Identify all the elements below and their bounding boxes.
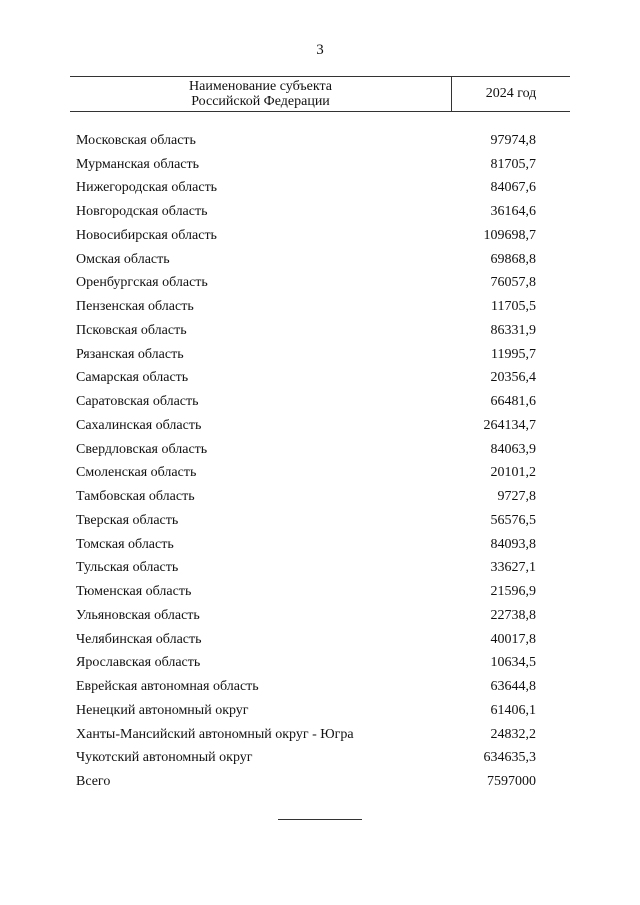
row-value: 9727,8 (497, 489, 536, 505)
row-subject-name: Мурманская область (76, 156, 200, 172)
table-row (70, 248, 570, 272)
table-row (70, 367, 570, 391)
row-value: 63644,8 (490, 679, 536, 695)
row-value: 81705,7 (490, 156, 536, 172)
row-value: 7597000 (487, 774, 536, 790)
row-subject-name: Ханты-Мансийский автономный округ - Югра (76, 726, 354, 742)
row-subject-name: Самарская область (76, 370, 189, 386)
row-value: 84063,9 (490, 441, 536, 457)
table-row (70, 604, 570, 628)
row-value: 66481,6 (490, 394, 536, 410)
row-subject-name: Чукотский автономный округ (76, 750, 253, 766)
row-value: 97974,8 (490, 132, 536, 148)
page-number: 3 (316, 42, 324, 58)
table-row (70, 414, 570, 438)
table-row (70, 675, 570, 699)
table-row (70, 390, 570, 414)
row-value: 84093,8 (490, 536, 536, 552)
table-row (70, 485, 570, 509)
header-name-line2: Российской Федерации (191, 94, 330, 109)
row-subject-name: Сахалинская область (76, 417, 202, 433)
table-row (70, 533, 570, 557)
row-subject-name: Оренбургская область (76, 275, 208, 291)
table-row (70, 723, 570, 747)
row-subject-name: Ненецкий автономный округ (76, 702, 249, 718)
row-subject-name: Новосибирская область (76, 227, 217, 243)
row-subject-name: Новгородская область (76, 204, 208, 220)
header-name-line1: Наименование субъекта (189, 79, 332, 94)
row-subject-name: Тамбовская область (76, 489, 195, 505)
table-row (70, 319, 570, 343)
row-value: 56576,5 (490, 512, 536, 528)
row-value: 61406,1 (490, 702, 536, 718)
table-row (70, 295, 570, 319)
row-value: 86331,9 (490, 322, 536, 338)
table-row (70, 628, 570, 652)
row-subject-name: Еврейская автономная область (76, 679, 259, 695)
header-year-column: 2024 год (485, 86, 537, 101)
row-subject-name: Псковская область (76, 322, 187, 338)
end-divider (278, 819, 362, 820)
row-value: 634635,3 (483, 750, 536, 766)
row-subject-name: Тверская область (76, 512, 179, 528)
row-value: 11705,5 (491, 299, 536, 315)
row-value: 20356,4 (490, 370, 536, 386)
row-subject-name: Московская область (76, 132, 196, 148)
row-value: 84067,6 (490, 180, 536, 196)
row-subject-name: Тюменская область (76, 584, 192, 600)
allocation-table (70, 76, 570, 794)
row-subject-name: Саратовская область (76, 394, 199, 410)
row-value: 33627,1 (490, 560, 536, 576)
row-subject-name: Тульская область (76, 560, 179, 576)
table-header (70, 76, 570, 112)
table-row (70, 153, 570, 177)
table-row (70, 438, 570, 462)
table-row (70, 652, 570, 676)
row-subject-name: Смоленская область (76, 465, 197, 481)
row-value: 10634,5 (490, 655, 536, 671)
table-row (70, 699, 570, 723)
table-row (70, 343, 570, 367)
table-row (70, 580, 570, 604)
table-row (70, 770, 570, 794)
table-row (70, 509, 570, 533)
table-row (70, 177, 570, 201)
row-value: 264134,7 (483, 417, 536, 433)
table-row (70, 557, 570, 581)
row-subject-name: Омская область (76, 251, 170, 267)
row-value: 69868,8 (490, 251, 536, 267)
header-name-column (70, 77, 452, 111)
row-value: 40017,8 (490, 631, 536, 647)
row-subject-name: Пензенская область (76, 299, 194, 315)
table-row (70, 200, 570, 224)
row-value: 21596,9 (490, 584, 536, 600)
row-subject-name: Челябинская область (76, 631, 202, 647)
row-subject-name: Ульяновская область (76, 607, 200, 623)
row-subject-name: Свердловская область (76, 441, 208, 457)
table-row (70, 747, 570, 771)
row-value: 109698,7 (483, 227, 536, 243)
row-subject-name: Рязанская область (76, 346, 184, 362)
table-body (70, 129, 570, 794)
row-subject-name: Нижегородская область (76, 180, 218, 196)
table-row (70, 129, 570, 153)
row-value: 20101,2 (490, 465, 536, 481)
row-value: 36164,6 (490, 204, 536, 220)
table-row (70, 462, 570, 486)
row-subject-name: Томская область (76, 536, 174, 552)
row-value: 76057,8 (490, 275, 536, 291)
row-value: 22738,8 (490, 607, 536, 623)
row-subject-name: Ярославская область (76, 655, 201, 671)
row-value: 11995,7 (491, 346, 536, 362)
table-row (70, 224, 570, 248)
row-value: 24832,2 (490, 726, 536, 742)
table-row (70, 272, 570, 296)
row-subject-name: Всего (76, 774, 111, 790)
